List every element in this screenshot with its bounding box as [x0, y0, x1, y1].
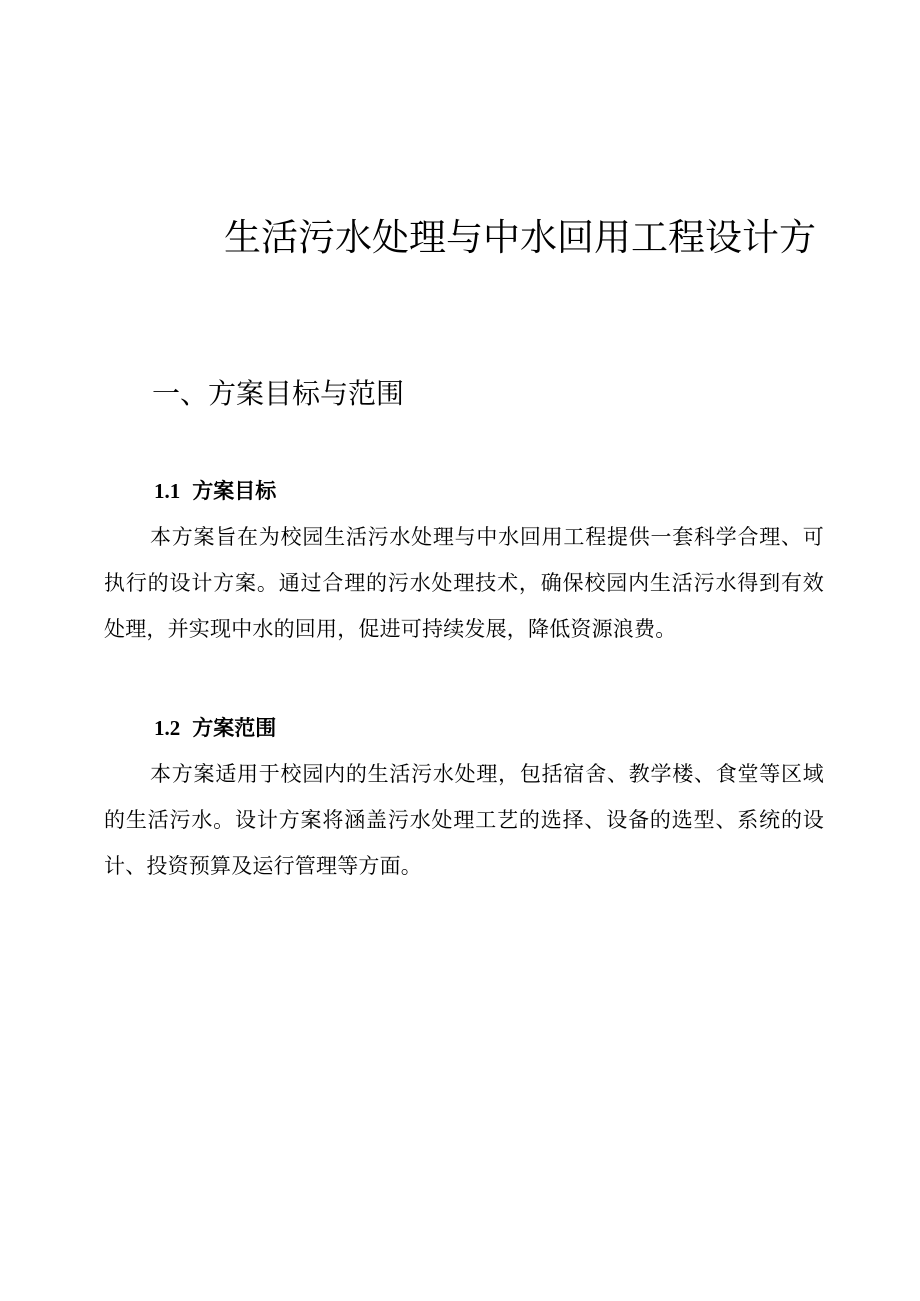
subsection-number: 1.2	[154, 716, 181, 740]
subsection-title: 方案范围	[192, 716, 277, 740]
subsection-title: 方案目标	[192, 479, 277, 503]
subsection-goals	[104, 474, 824, 652]
subsection-scope	[104, 711, 824, 889]
section-heading: 一、方案目标与范围	[152, 377, 405, 410]
subsection-number: 1.1	[154, 479, 181, 503]
subsection-heading	[154, 711, 824, 745]
document-title: 生活污水处理与中水回用工程设计方	[224, 216, 816, 259]
subsection-paragraph: 本方案旨在为校园生活污水处理与中水回用工程提供一套科学合理、可执行的设计方案。通过合理的污水处理技术，确保校园内生活污水得到有效处理，并实现中水的回用，促进可持续发展，降低资源浪费。	[104, 525, 824, 641]
subsection-paragraph: 本方案适用于校园内的生活污水处理，包括宿舍、教学楼、食堂等区域的生活污水。设计方案将涵盖污水处理工艺的选择、设备的选型、系统的设计、投资预算及运行管理等方面。	[104, 762, 824, 878]
subsection-heading	[154, 474, 824, 508]
